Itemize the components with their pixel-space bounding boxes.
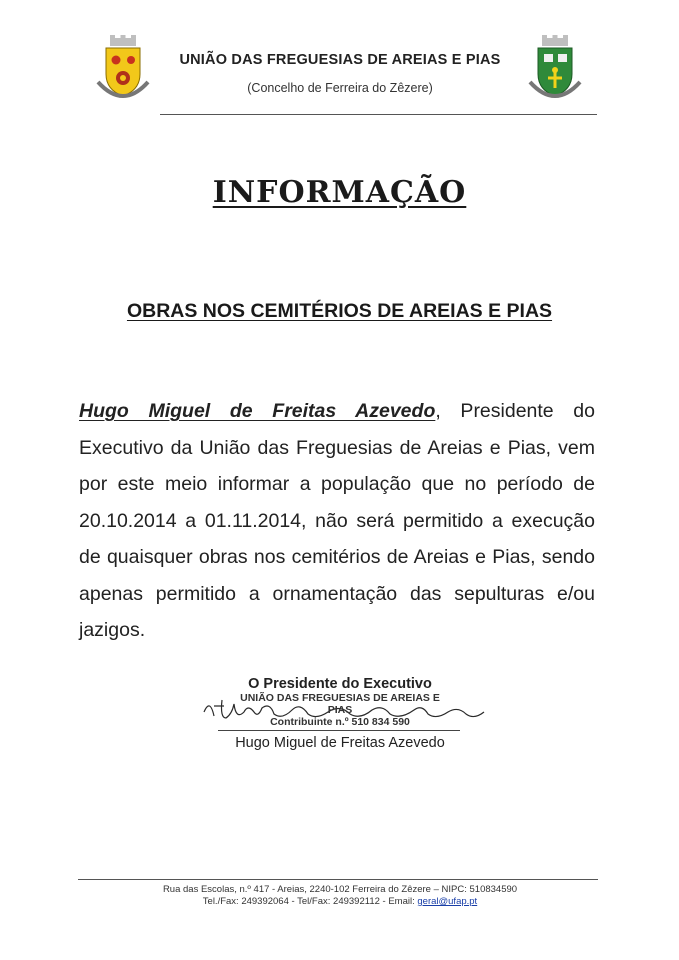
municipality-subtitle: (Concelho de Ferreira do Zêzere) xyxy=(247,81,433,95)
announcement-text: , Presidente do Executivo da União das Freguesias de Areias e Pias, vem por este meio informar a população que no período de 20.10.2014 a 01.11.2014, não será permitido a execução de quaisquer obras nos cemitérios de Areias e Pias, sendo apenas permitido a ornamentação das sepulturas e/ou jazigos. xyxy=(79,400,596,641)
organization-name: UNIÃO DAS FREGUESIAS DE AREIAS E PIAS xyxy=(179,52,501,68)
footer-address: Rua das Escolas, n.º 417 - Areias, 2240-102 Ferreira do Zêzere – NIPC: 510834590 xyxy=(162,884,518,895)
footer-divider xyxy=(78,879,598,880)
document-subtitle-text: OBRAS NOS CEMITÉRIOS DE AREIAS E PIAS xyxy=(126,300,553,322)
footer-contacts xyxy=(60,896,620,907)
president-name: Hugo Miguel de Freitas Azevedo xyxy=(79,400,436,422)
document-title-text: INFORMAÇÃO xyxy=(212,175,467,210)
announcement-body xyxy=(79,393,595,649)
coat-of-arms-pias-icon xyxy=(524,34,586,108)
signatory-name: Hugo Miguel de Freitas Azevedo xyxy=(235,735,445,751)
footer-email-link[interactable]: geral@ufap.pt xyxy=(417,896,478,907)
signature-line xyxy=(218,730,460,731)
footer-phone-text: Tel./Fax: 249392064 - Tel/Fax: 249392112 - Email: xyxy=(202,896,418,907)
document-title xyxy=(0,175,679,210)
document-subtitle xyxy=(0,300,679,323)
header-divider xyxy=(160,114,597,115)
signature-role: O Presidente do Executivo xyxy=(248,676,432,692)
coat-of-arms-areias-icon xyxy=(92,34,154,108)
stamp-line-2: Contribuinte n.º 510 834 590 xyxy=(270,716,410,728)
official-stamp xyxy=(230,692,450,728)
stamp-line-1: UNIÃO DAS FREGUESIAS DE AREIAS E PIAS xyxy=(240,692,440,716)
